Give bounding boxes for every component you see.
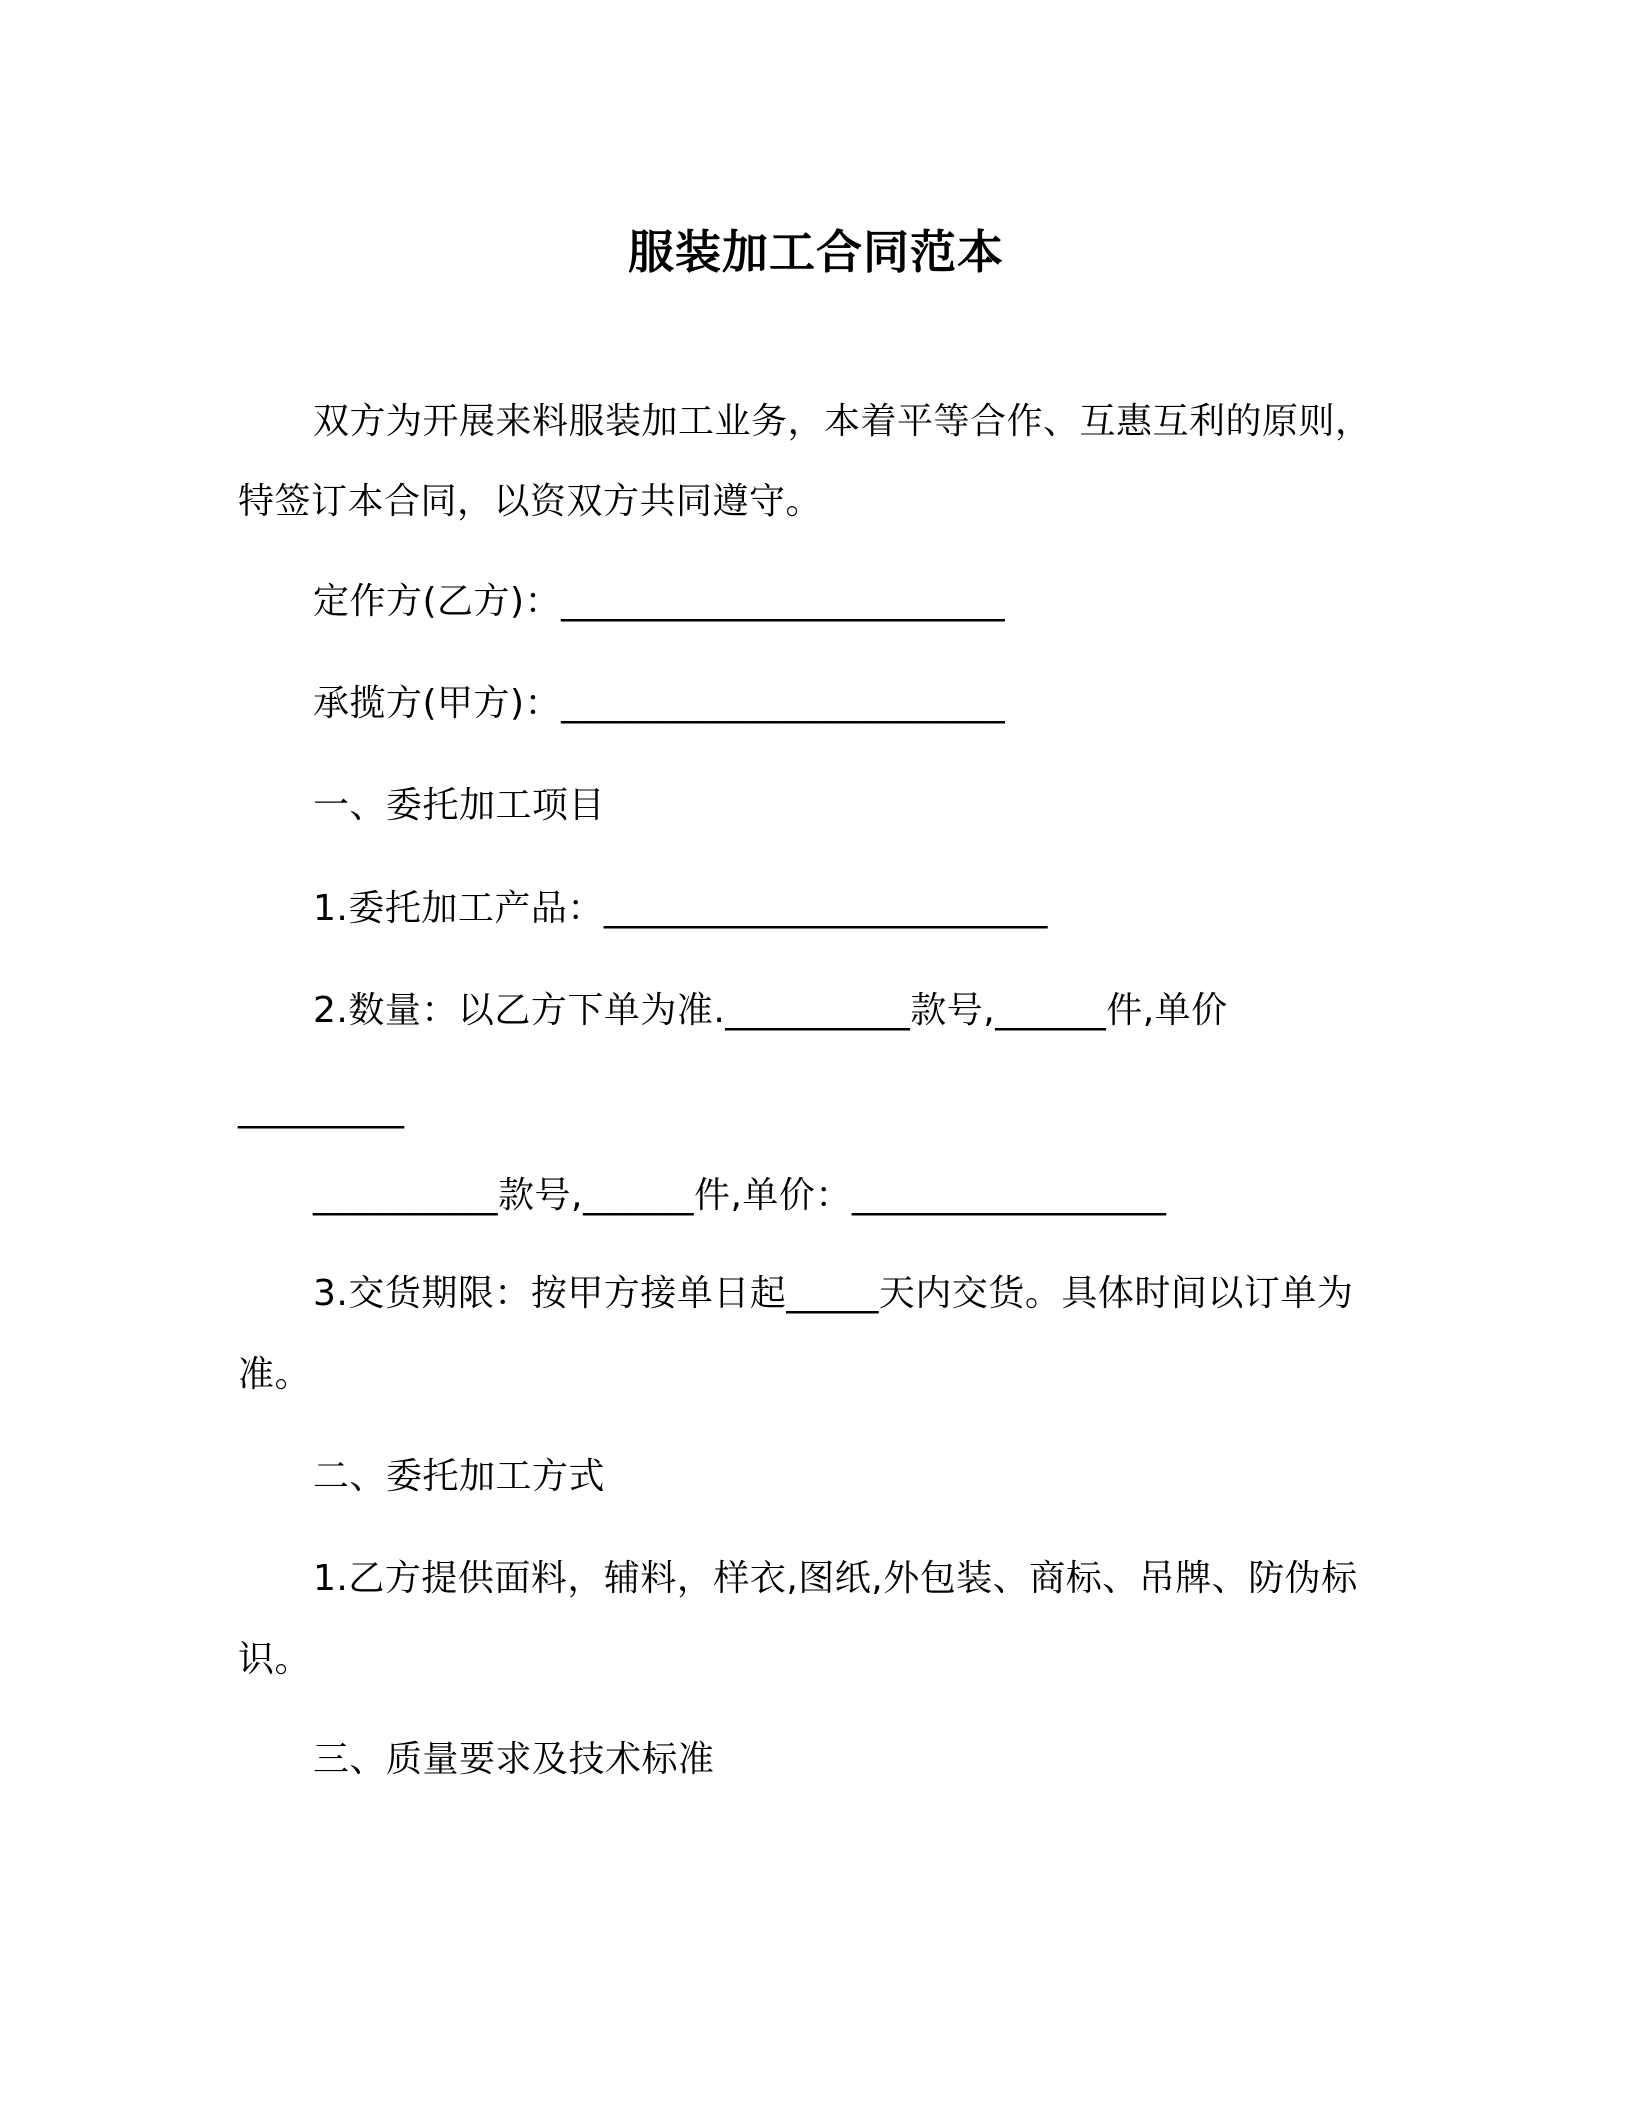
party-b-field: 定作方(乙方)：________________________ — [313, 581, 1006, 622]
intro-paragraph-line-2: 特签订本合同，以资双方共同遵守。 — [238, 481, 823, 522]
intro-paragraph-line-1: 双方为开展来料服装加工业务，本着平等合作、互惠互利的原则， — [313, 401, 1372, 442]
section-1-heading: 一、委托加工项目 — [313, 785, 606, 826]
section-2-heading: 二、委托加工方式 — [313, 1456, 606, 1497]
item-2-1-materials-line-1: 1.乙方提供面料，辅料，样衣,图纸,外包装、商标、吊牌、防伪标 — [313, 1558, 1358, 1599]
item-2-1-materials-line-2: 识。 — [238, 1639, 312, 1680]
document-title: 服装加工合同范本 — [628, 225, 1004, 279]
section-3-heading: 三、质量要求及技术标准 — [313, 1739, 715, 1780]
item-1-2-quantity-line-3: __________款号,______件,单价：_________________ — [313, 1175, 1167, 1216]
party-a-field: 承揽方(甲方)：________________________ — [313, 683, 1006, 724]
item-1-3-delivery-line-1: 3.交货期限：按甲方接单日起_____天内交货。具体时间以订单为 — [313, 1273, 1354, 1314]
item-1-3-delivery-line-2: 准。 — [238, 1354, 312, 1395]
item-1-1-product: 1.委托加工产品：________________________ — [313, 888, 1048, 929]
item-1-2-quantity-line-2: _________ — [238, 1088, 405, 1129]
item-1-2-quantity-line-1: 2.数量：以乙方下单为准.__________款号,______件,单价 — [313, 990, 1228, 1031]
